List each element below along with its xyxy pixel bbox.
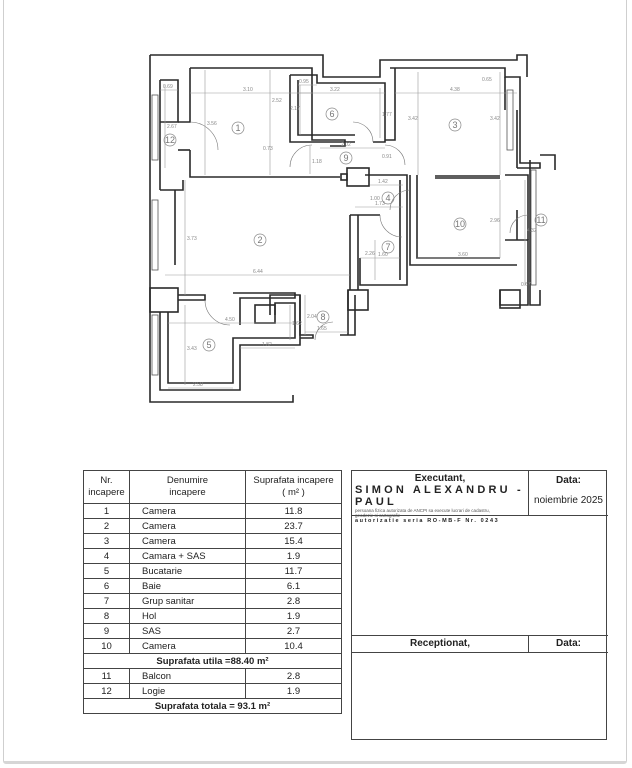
executant-label: Executant,: [414, 473, 466, 484]
header-name: Denumire incapere: [130, 471, 246, 504]
svg-text:1.73: 1.73: [375, 201, 385, 207]
svg-text:1.00: 1.00: [370, 196, 380, 202]
signature-block: [351, 470, 607, 740]
svg-text:3.43: 3.43: [187, 346, 197, 352]
svg-text:2.96: 2.96: [490, 218, 500, 224]
svg-text:3.42: 3.42: [408, 116, 418, 122]
date-label: Data:: [555, 475, 581, 486]
header-nr: Nr. incapere: [84, 471, 130, 504]
table-row: 8 Hol 1.9: [84, 609, 342, 624]
svg-text:1.18: 1.18: [312, 159, 322, 165]
room-label-6: [326, 108, 338, 120]
table-row: 10 Camera 10.4: [84, 639, 342, 654]
svg-text:2.04: 2.04: [307, 314, 317, 320]
authorization-number: autorizatie seria RO-MB-F Nr. 0243: [355, 518, 500, 524]
svg-text:4.38: 4.38: [450, 87, 460, 93]
svg-text:1.65: 1.65: [317, 326, 327, 332]
executant-name: SIMON ALEXANDRU - PAUL: [355, 484, 524, 508]
room-label-4: [382, 192, 394, 204]
room-label-11: [535, 214, 547, 226]
total-row: Suprafata totala = 93.1 m²: [84, 699, 342, 714]
executant-cell: [352, 471, 529, 524]
received-date-label: Data:: [529, 635, 608, 653]
svg-text:0.69: 0.69: [163, 84, 173, 90]
svg-text:1.82: 1.82: [262, 342, 272, 348]
svg-text:3: 3: [452, 120, 458, 130]
rooms-area-table: [83, 470, 342, 714]
room-label-5: [203, 339, 215, 351]
svg-text:10: 10: [454, 219, 466, 229]
room-label-2: [254, 234, 266, 246]
table-row: 9 SAS 2.7: [84, 624, 342, 639]
subtotal-row: Suprafata utila =88.40 m²: [84, 654, 342, 669]
svg-text:3.73: 3.73: [187, 236, 197, 242]
svg-text:3.56: 3.56: [207, 121, 217, 127]
svg-text:4.32: 4.32: [527, 228, 537, 234]
svg-text:12: 12: [164, 135, 176, 145]
table-row: 6 Baie 6.1: [84, 579, 342, 594]
svg-text:2.67: 2.67: [167, 124, 177, 130]
svg-text:3.22: 3.22: [330, 87, 340, 93]
received-label: Receptionat,: [352, 635, 529, 653]
date-value: noiembrie 2025: [534, 495, 603, 506]
svg-text:6.44: 6.44: [253, 269, 263, 275]
table-row: 1 Camera 11.8: [84, 504, 342, 519]
svg-text:2.26: 2.26: [365, 251, 375, 257]
room-label-3: [449, 119, 461, 131]
svg-text:11: 11: [536, 215, 546, 225]
svg-text:8: 8: [320, 312, 326, 322]
svg-text:3.60: 3.60: [458, 252, 468, 258]
svg-text:1: 1: [235, 123, 241, 133]
svg-text:2.52: 2.52: [272, 98, 282, 104]
svg-text:3.42: 3.42: [490, 116, 500, 122]
table-row: 12 Logie 1.9: [84, 684, 342, 699]
table-row: 3 Camera 15.4: [84, 534, 342, 549]
table-row: 5 Bucatarie 11.7: [84, 564, 342, 579]
svg-text:2.58: 2.58: [193, 382, 203, 388]
room-label-7: [382, 241, 394, 253]
table-row: 7 Grup sanitar 2.8: [84, 594, 342, 609]
room-label-8: [317, 311, 329, 323]
svg-text:2: 2: [257, 235, 263, 245]
svg-text:2.17: 2.17: [290, 106, 300, 112]
executant-description-2: geodezie si cartografie: [355, 513, 401, 518]
table-row: 4 Camara + SAS 1.9: [84, 549, 342, 564]
svg-text:0.67: 0.67: [521, 282, 531, 288]
svg-text:2.02: 2.02: [341, 142, 351, 148]
dimension-lines: [160, 70, 537, 388]
svg-text:1.77: 1.77: [382, 112, 392, 118]
executant-date-cell: [529, 471, 608, 516]
header-area: Suprafata incapere ( m² ): [246, 471, 342, 504]
svg-text:0.91: 0.91: [382, 154, 392, 160]
executant-description: persoana fizica autorizata de ANCPI sa execute lucrari de cadastru,: [355, 508, 490, 513]
svg-text:1.62: 1.62: [292, 321, 302, 327]
room-label-9: [340, 152, 352, 164]
svg-text:5: 5: [206, 340, 212, 350]
room-label-12: [164, 134, 176, 146]
svg-text:9: 9: [343, 153, 349, 163]
svg-text:6: 6: [329, 109, 335, 119]
svg-text:1.60: 1.60: [378, 252, 388, 258]
svg-text:0.73: 0.73: [263, 146, 273, 152]
svg-text:0.95: 0.95: [299, 79, 309, 85]
room-label-10: [454, 218, 466, 230]
floor-plan: [145, 50, 565, 410]
svg-text:3.10: 3.10: [243, 87, 253, 93]
svg-text:7: 7: [385, 242, 391, 252]
svg-text:4.50: 4.50: [225, 317, 235, 323]
table-row: 2 Camera 23.7: [84, 519, 342, 534]
svg-text:0.65: 0.65: [482, 77, 492, 83]
table-header-row: [84, 471, 342, 504]
svg-text:4: 4: [385, 193, 391, 203]
room-label-1: [232, 122, 244, 134]
table-row: 11 Balcon 2.8: [84, 669, 342, 684]
svg-text:1.42: 1.42: [378, 179, 388, 185]
